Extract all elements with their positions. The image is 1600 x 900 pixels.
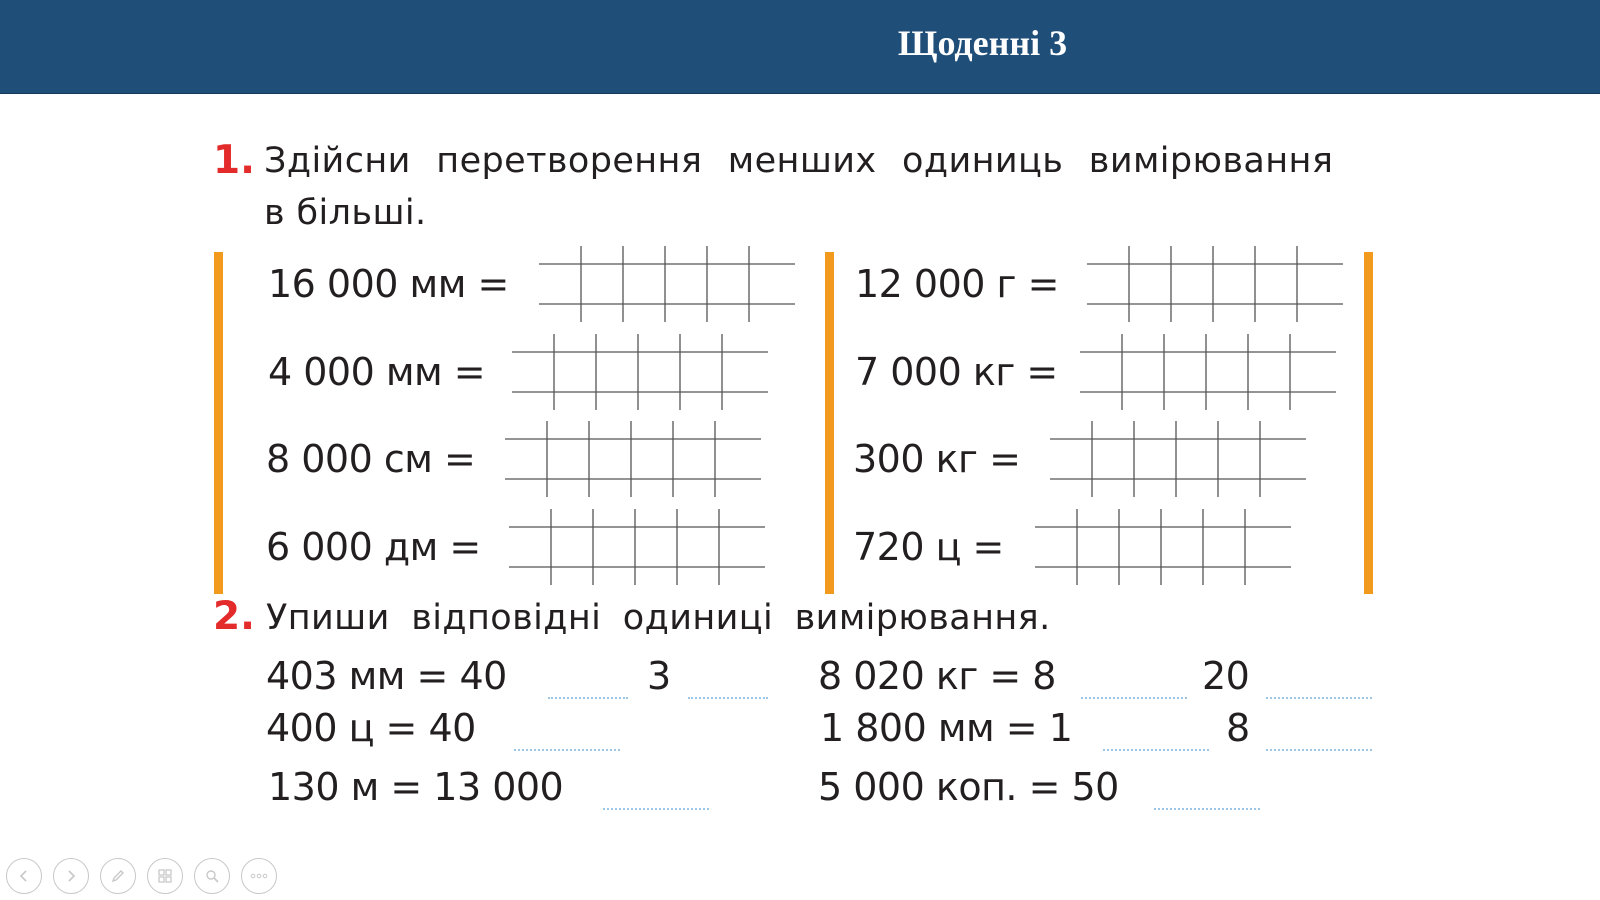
- answer-grid-left-2[interactable]: [512, 334, 772, 414]
- task-2-text: Упиши відповідні одиниці вимірювання.: [266, 598, 1051, 638]
- task-2-left-2-a: 400 ц = 40: [266, 706, 476, 750]
- task-2-left-1-a: 403 мм = 40: [266, 654, 507, 698]
- task-1-left-expr-2: 4 000 мм =: [268, 350, 486, 394]
- answer-blank[interactable]: [1103, 749, 1209, 751]
- orange-bar-right: [1364, 252, 1373, 594]
- task-2-left-1-b: 3: [647, 654, 671, 698]
- slide-title: Щоденні 3: [897, 23, 1068, 63]
- task-1-right-expr-1: 12 000 г =: [855, 262, 1059, 306]
- answer-blank[interactable]: [548, 697, 628, 699]
- task-2-left-3-a: 130 м = 13 000: [268, 765, 564, 809]
- task-1-text-line2: в більші.: [264, 193, 427, 233]
- answer-blank[interactable]: [1266, 749, 1372, 751]
- task-1-left-expr-1: 16 000 мм =: [268, 262, 509, 306]
- prev-icon[interactable]: [6, 858, 42, 894]
- answer-grid-right-4[interactable]: [1035, 509, 1295, 589]
- pen-icon[interactable]: [100, 858, 136, 894]
- answer-grid-right-3[interactable]: [1050, 421, 1310, 501]
- task-1-left-expr-3: 8 000 см =: [266, 437, 476, 481]
- answer-grid-left-4[interactable]: [509, 509, 769, 589]
- answer-grid-left-1[interactable]: [539, 246, 799, 326]
- task-2-right-3-a: 5 000 коп. = 50: [818, 765, 1119, 809]
- next-icon[interactable]: [53, 858, 89, 894]
- answer-blank[interactable]: [1266, 697, 1372, 699]
- task-1-right-expr-2: 7 000 кг =: [855, 350, 1058, 394]
- more-icon[interactable]: [241, 858, 277, 894]
- zoom-icon[interactable]: [194, 858, 230, 894]
- orange-bar-left: [214, 252, 223, 594]
- answer-blank[interactable]: [514, 749, 620, 751]
- task-2-right-1-a: 8 020 кг = 8: [818, 654, 1056, 698]
- answer-blank[interactable]: [603, 808, 709, 810]
- task-1-number: 1.: [213, 138, 255, 183]
- task-1-right-expr-4: 720 ц =: [853, 525, 1004, 569]
- orange-bar-middle: [825, 252, 834, 594]
- task-1-right-expr-3: 300 кг =: [853, 437, 1021, 481]
- task-2-right-1-b: 20: [1202, 654, 1250, 698]
- answer-grid-right-2[interactable]: [1080, 334, 1340, 414]
- task-2-right-2-a: 1 800 мм = 1: [820, 706, 1073, 750]
- answer-grid-right-1[interactable]: [1087, 246, 1347, 326]
- answer-blank[interactable]: [688, 697, 768, 699]
- task-2-number: 2.: [213, 594, 255, 639]
- task-1-text-line1: Здійсни перетворення менших одиниць вимірювання: [264, 141, 1334, 181]
- answer-blank[interactable]: [1154, 808, 1260, 810]
- answer-blank[interactable]: [1081, 697, 1187, 699]
- slides-icon[interactable]: [147, 858, 183, 894]
- answer-grid-left-3[interactable]: [505, 421, 765, 501]
- task-2-right-2-b: 8: [1226, 706, 1250, 750]
- task-1-left-expr-4: 6 000 дм =: [266, 525, 481, 569]
- slide-header: [0, 0, 1600, 94]
